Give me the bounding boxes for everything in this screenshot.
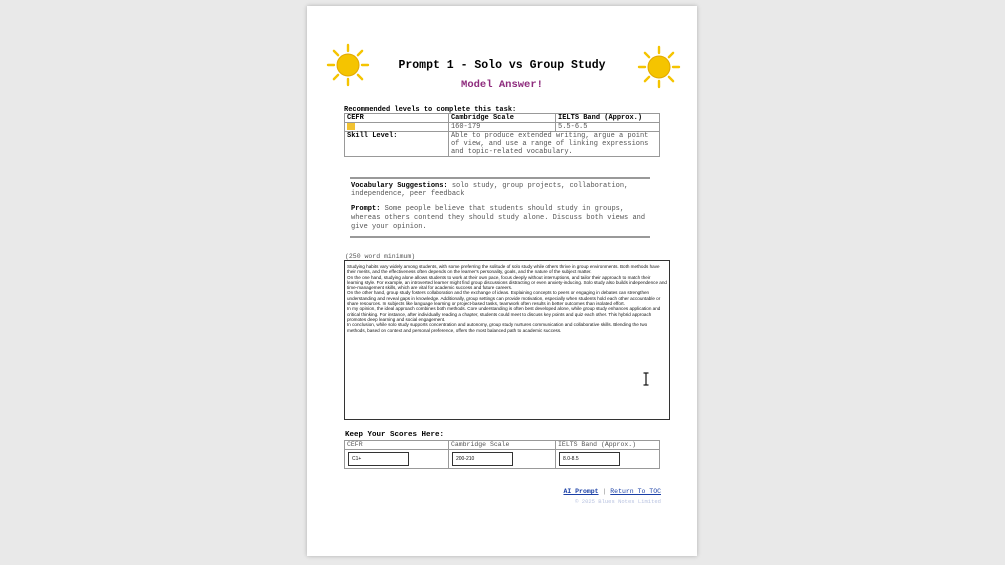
scores-header-cefr: CEFR bbox=[345, 441, 449, 450]
page-subtitle: Model Answer! bbox=[461, 79, 543, 91]
levels-header-cambridge: Cambridge Scale bbox=[448, 114, 555, 123]
scores-heading: Keep Your Scores Here: bbox=[345, 431, 445, 439]
recommended-levels-heading: Recommended levels to complete this task: bbox=[344, 106, 517, 114]
skill-level-label: Skill Level: bbox=[345, 132, 449, 157]
scores-header-cambridge: Cambridge Scale bbox=[448, 441, 555, 450]
essay-paragraph: On the other hand, group study fosters collaboration and the exchange of ideas. Explaining concepts to peers or engaging in debates can strengthen understanding and reveal gaps in knowledge. Additionally, group settings can provide motivation, especially when students hold each other accountable or share resources. In subjects like language learning or project-based tasks, teamwork often results in better outcomes than isolated effort. bbox=[347, 290, 661, 307]
word-minimum-note: (250 word minimum) bbox=[345, 253, 416, 260]
levels-cefr-cell bbox=[345, 123, 449, 132]
link-separator: | bbox=[602, 488, 607, 495]
ai-prompt-link[interactable]: AI Prompt bbox=[563, 488, 599, 495]
scores-cefr-cell bbox=[345, 450, 449, 469]
page-title: Prompt 1 - Solo vs Group Study bbox=[398, 59, 606, 72]
levels-cambridge-value: 160-179 bbox=[448, 123, 555, 132]
cefr-score-input[interactable]: C1+ bbox=[348, 452, 409, 466]
essay-textarea[interactable] bbox=[344, 260, 670, 420]
worksheet-page bbox=[307, 6, 697, 556]
cefr-highlight-mark bbox=[347, 123, 355, 130]
vocabulary-suggestions bbox=[351, 182, 649, 198]
divider bbox=[350, 236, 650, 238]
essay-paragraph: On the one hand, studying alone allows students to work at their own pace, focus deeply without interruptions, and tailor their approach to match their learning style. For example, an introverted learner might find group discussions distracting or even anxiety-inducing. Solo study also builds independence and time-management skills, which are vital for academic success and future careers. bbox=[347, 274, 667, 291]
text-cursor-icon bbox=[642, 372, 650, 386]
essay-paragraph: Studying habits vary widely among students, with some preferring the solitude of solo study while others thrive in group environments. Both methods have their merits, and the effectiveness often depends on the learner's personality, goals, and the nature of the subject matter. bbox=[347, 264, 660, 275]
vocabulary-label: Vocabulary Suggestions: bbox=[351, 182, 448, 190]
scores-ielts-cell bbox=[556, 450, 660, 469]
prompt-label: Prompt: bbox=[351, 205, 381, 213]
essay-paragraph: In conclusion, while solo study supports concentration and autonomy, group study nurtures communication and collaborative skills. Blending the two methods, based on context and personal preference, offers the most balanced path to academic success. bbox=[347, 322, 648, 333]
return-to-toc-link[interactable]: Return To TOC bbox=[610, 488, 661, 495]
cambridge-score-input[interactable]: 200-210 bbox=[452, 452, 513, 466]
prompt-text: Some people believe that students should study in groups, whereas others contend they should study alone. Discuss both views and give your opinion. bbox=[351, 205, 646, 231]
ielts-score-input[interactable]: 8.0-8.5 bbox=[559, 452, 620, 466]
skill-level-text: Able to produce extended writing, argue a point of view, and use a range of linking expressions and topic-related vocabulary. bbox=[448, 132, 659, 157]
scores-cambridge-cell bbox=[448, 450, 555, 469]
footer-links bbox=[307, 488, 661, 495]
prompt-block bbox=[351, 205, 649, 232]
levels-header-cefr: CEFR bbox=[345, 114, 449, 123]
divider bbox=[350, 177, 650, 179]
vocabulary-text: solo study, group projects, collaboration, independence, peer feedback bbox=[351, 182, 629, 198]
levels-ielts-value: 5.5-6.5 bbox=[556, 123, 660, 132]
copyright-notice: © 2025 Blues Notes Limited bbox=[575, 498, 661, 505]
levels-header-ielts: IELTS Band (Approx.) bbox=[556, 114, 660, 123]
scores-header-ielts: IELTS Band (Approx.) bbox=[556, 441, 660, 450]
recommended-levels-table bbox=[344, 113, 660, 157]
scores-table bbox=[344, 440, 660, 469]
essay-paragraph: In my opinion, the ideal approach combines both methods. Core understanding is often best developed alone, while group study enhances application and critical thinking. For instance, after individually reading a chapter, students could meet to discuss key points and quiz each other. This hybrid approach promotes deep learning and social engagement. bbox=[347, 306, 661, 322]
